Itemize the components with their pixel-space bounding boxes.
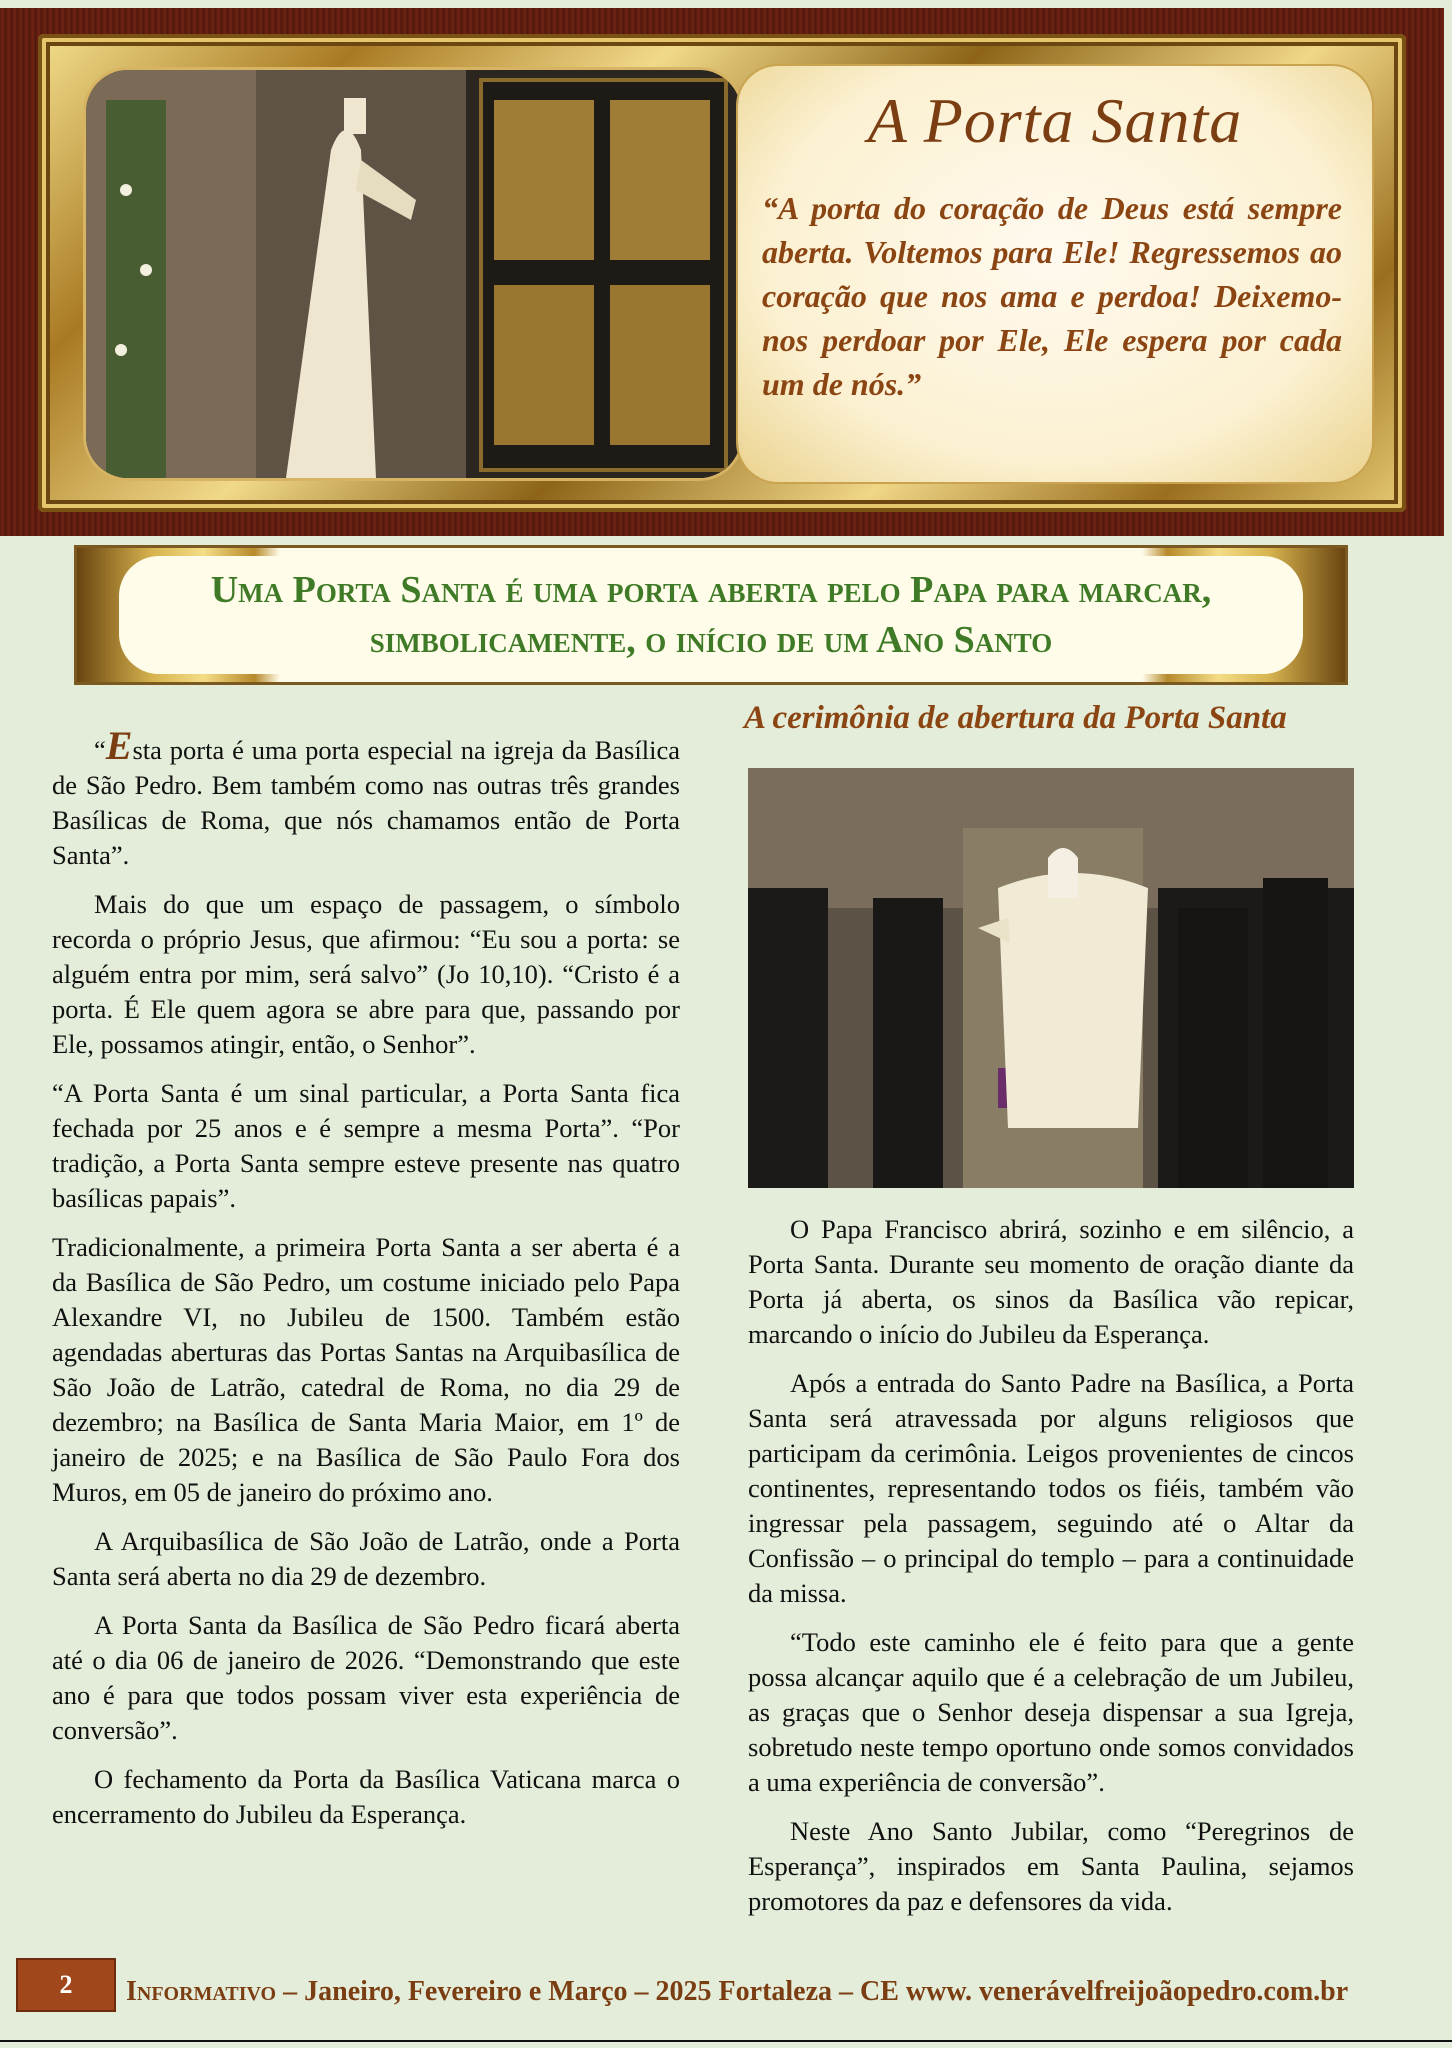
paragraph: A Arquibasílica de São João de Latrão, onde a Porta Santa será aberta no dia 29 de dezembro.	[52, 1526, 680, 1591]
paragraph: “Todo este caminho ele é feito para que a gente possa alcançar aquilo que é a celebração de um Jubileu, as graças que o Senhor deseja dispensar a sua Igreja, sobretudo neste tempo oportuno onde somos convidados a uma experiência de conversão”.	[748, 1627, 1354, 1797]
paragraph: A Porta Santa da Basílica de São Pedro ficará aberta até o dia 06 de janeiro de 2026. “Demonstrando que este ano é para que todos possam viver esta experiência de conversão”.	[52, 1610, 680, 1745]
paragraph: “A Porta Santa é um sinal particular, a Porta Santa fica fechada por 25 anos e é sempre a mesma Porta”. “Por tradição, a Porta Santa sempre esteve presente nas quatro basílicas papais”.	[52, 1078, 680, 1213]
page-title: A Porta Santa	[867, 85, 1243, 156]
right-column	[748, 1212, 1354, 1933]
footer-text: – Janeiro, Fevereiro e Março – 2025 Fortaleza – CE www. venerávelfreijoãopedro.com.br	[276, 1976, 1349, 2007]
header-banner	[0, 8, 1444, 536]
section-title: A cerimônia de abertura da Porta Santa	[744, 700, 1287, 736]
page-number: 2	[18, 1960, 114, 2010]
ceremony-photo	[748, 768, 1354, 1188]
banner-quote: “A porta do coração de Deus está sempre aberta. Voltemos para Ele! Regressemos ao coração que nos ama e perdoa! Deixemo-nos perdoar por Ele, Ele espera por cada um de nós.”	[762, 190, 1342, 402]
drop-cap: E	[105, 723, 133, 768]
paragraph	[52, 723, 680, 873]
footer-label: Informativo	[126, 1976, 277, 2007]
left-column	[52, 723, 680, 1846]
paragraph: O fechamento da Porta da Basílica Vaticana marca o encerramento do Jubileu da Esperança.	[52, 1764, 680, 1829]
paragraph: O Papa Francisco abrirá, sozinho e em silêncio, a Porta Santa. Durante seu momento de oração diante da Porta já aberta, os sinos da Basílica vão repicar, marcando o início do Jubileu da Esperança.	[748, 1214, 1354, 1349]
open-quote: “	[94, 735, 106, 765]
headline-band-inner	[119, 556, 1303, 674]
ceremony-illustration	[748, 768, 1354, 1188]
headline-band	[77, 548, 1345, 682]
paragraph: Neste Ano Santo Jubilar, como “Peregrinos de Esperança”, inspirados em Santa Paulina, sejamos promotores da paz e defensores da vida.	[748, 1816, 1354, 1916]
holy-door-photo	[86, 70, 741, 478]
bottom-rule	[0, 2040, 1452, 2042]
paragraph: Mais do que um espaço de passagem, o símbolo recorda o próprio Jesus, que afirmou: “Eu sou a porta: se alguém entra por mim, será salvo” (Jo 10,10). “Cristo é a porta. É Ele quem agora se abre para que, passando por Ele, possamos atingir, então, o Senhor”.	[52, 889, 680, 1059]
footer	[126, 1976, 1426, 2008]
banner-quote-box	[738, 66, 1372, 482]
headline: Uma Porta Santa é uma porta aberta pelo Papa para marcar, simbolicamente, o início de um Ano Santo	[210, 569, 1212, 661]
paragraph: Após a entrada do Santo Padre na Basílica, a Porta Santa será atravessada por alguns religiosos que participam da cerimônia. Leigos provenientes de cincos continentes, representando todos os fiéis, também vão ingressar pela passagem, seguindo até o Altar da Confissão – o principal do templo – para a continuidade da missa.	[748, 1368, 1354, 1608]
holy-door-illustration	[86, 70, 741, 478]
paragraph: Tradicionalmente, a primeira Porta Santa a ser aberta é a da Basílica de São Pedro, um costume iniciado pelo Papa Alexandre VI, no Jubileu de 1500. Também estão agendadas aberturas das Portas Santas na Arquibasílica de São João de Latrão, catedral de Roma, no dia 29 de dezembro; na Basílica de Santa Maria Maior, em 1º de janeiro de 2025; e na Basílica de São Paulo Fora dos Muros, em 05 de janeiro do próximo ano.	[52, 1232, 680, 1507]
paragraph-text: sta porta é uma porta especial na igreja da Basílica de São Pedro. Bem também como nas outras três grandes Basílicas de Roma, que nós chamamos então de Porta Santa”.	[52, 735, 680, 870]
